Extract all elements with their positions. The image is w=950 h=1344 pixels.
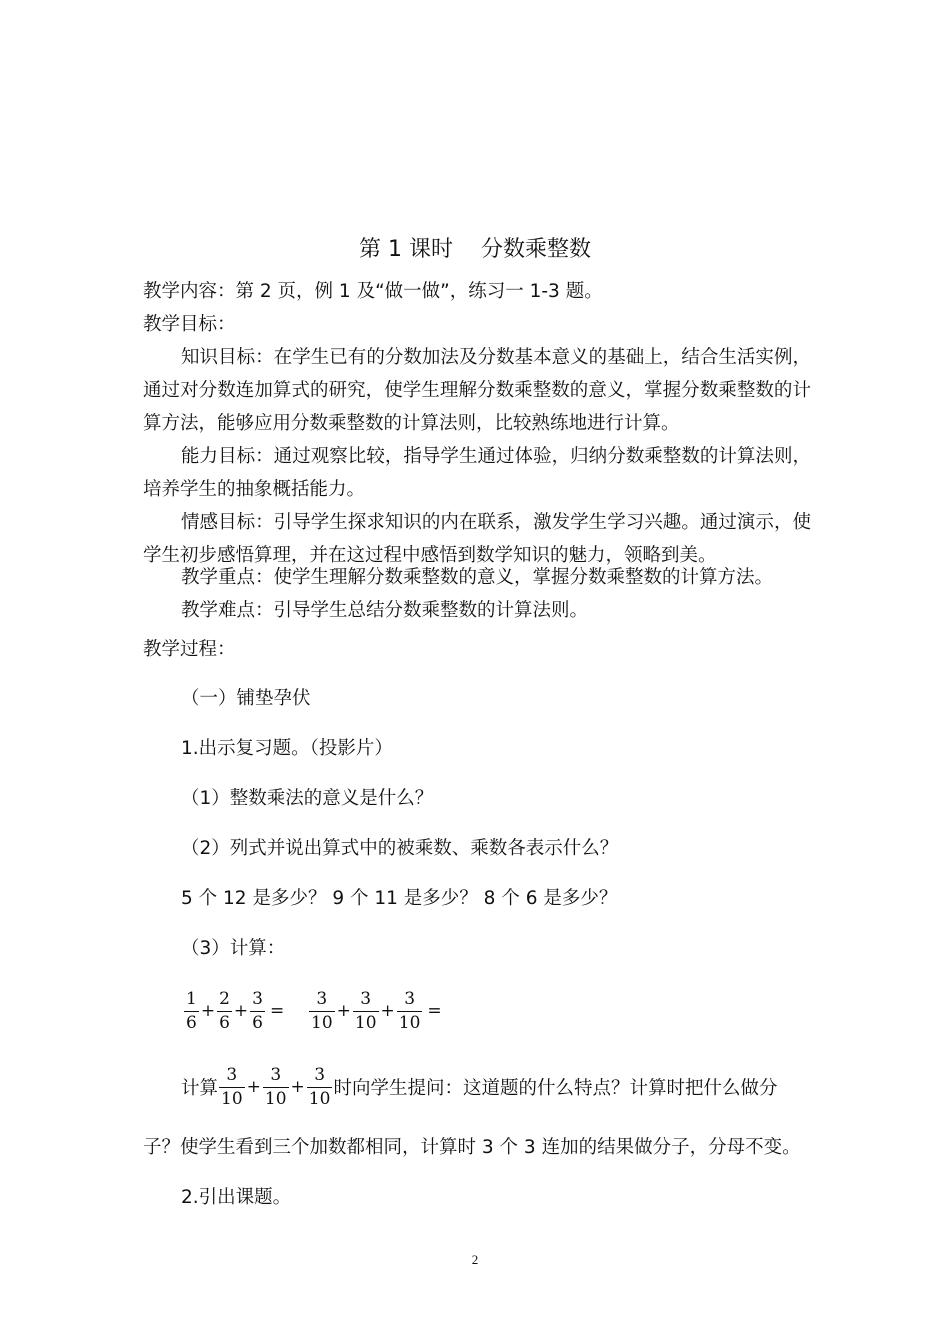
calc-prefix: 计算 <box>181 1078 219 1100</box>
fraction: $\frac{3}{10}$ <box>221 1065 243 1109</box>
fraction-expression-2 <box>308 990 443 1032</box>
question-2: （2）列式并说出算式中的被乘数、乘数各表示什么？ <box>181 838 619 859</box>
knowledge-goal-paragraph <box>143 341 811 440</box>
fraction: $\frac{3}{10}$ <box>398 989 421 1033</box>
plus-sign: + <box>336 1001 351 1022</box>
plus-sign: + <box>200 1001 216 1022</box>
page-number: 2 <box>471 1252 479 1267</box>
process-heading: 教学过程： <box>143 639 236 660</box>
question-1: （1）整数乘法的意义是什么？ <box>181 788 434 809</box>
plus-sign: + <box>380 1001 395 1022</box>
fraction: $\frac{3}{10}$ <box>311 989 333 1033</box>
goals-heading: 教学目标： <box>143 314 236 335</box>
question-2-examples: 5 个 12 是多少？ 9 个 11 是多少？ 8 个 6 是多少？ <box>181 888 618 909</box>
calc-continue: 子？使学生看到三个加数都相同，计算时 3 个 3 连加的结果做分子，分母不变。 <box>143 1137 801 1158</box>
section-heading: （一）铺垫孕伏 <box>181 688 311 709</box>
question-3: （3）计算： <box>181 938 286 959</box>
equals-sign: = <box>427 1001 442 1022</box>
ability-goal-text: 能力目标：通过观察比较，指导学生通过体验，归纳分数乘整数的计算法则，培养学生的抽象概括能力。 <box>143 446 811 500</box>
difficult-point: 教学难点：引导学生总结分数乘整数的计算法则。 <box>181 600 589 621</box>
emotion-goal-text: 情感目标：引导学生探求知识的内在联系，激发学生学习兴趣。通过演示，使学生初步感悟算理，并在这过程中感悟到数学知识的魅力，领略到美。 <box>143 512 811 566</box>
plus-sign: + <box>233 1001 249 1022</box>
fraction: $\frac{3}{10}$ <box>264 1065 287 1109</box>
fraction: $\frac{1}{6}$ <box>186 989 197 1033</box>
calc-suffix: 时向学生提问：这道题的什么特点？计算时把什么做分 <box>333 1078 778 1100</box>
fraction: $\frac{3}{10}$ <box>354 989 377 1033</box>
teaching-content: 教学内容：第 2 页，例 1 及“做一做”，练习一 1-3 题。 <box>143 281 603 302</box>
lesson-title: 第 1 课时 分数乘整数 <box>359 237 591 262</box>
item-2: 2.引出课题。 <box>181 1187 292 1208</box>
fraction: $\frac{2}{6}$ <box>219 989 230 1033</box>
ability-goal-paragraph <box>143 440 811 506</box>
review-item: 1.出示复习题。（投影片） <box>181 738 393 759</box>
fraction: $\frac{3}{6}$ <box>252 989 263 1033</box>
plus-sign: + <box>290 1077 305 1098</box>
emotion-goal-paragraph <box>143 506 811 572</box>
plus-sign: + <box>246 1077 261 1098</box>
fraction: $\frac{3}{10}$ <box>308 1065 331 1109</box>
equals-sign: = <box>269 1001 285 1022</box>
fraction-expression-1 <box>183 990 285 1032</box>
key-point: 教学重点：使学生理解分数乘整数的意义，掌握分数乘整数的计算方法。 <box>181 567 774 588</box>
knowledge-goal-text: 知识目标：在学生已有的分数加法及分数基本意义的基础上，结合生活实例，通过对分数连加算式的研究，使学生理解分数乘整数的意义，掌握分数乘整数的计算方法，能够应用分数乘整数的计算法则，比较熟练地进行计算。 <box>143 347 811 434</box>
calc-question-line <box>181 1066 777 1108</box>
